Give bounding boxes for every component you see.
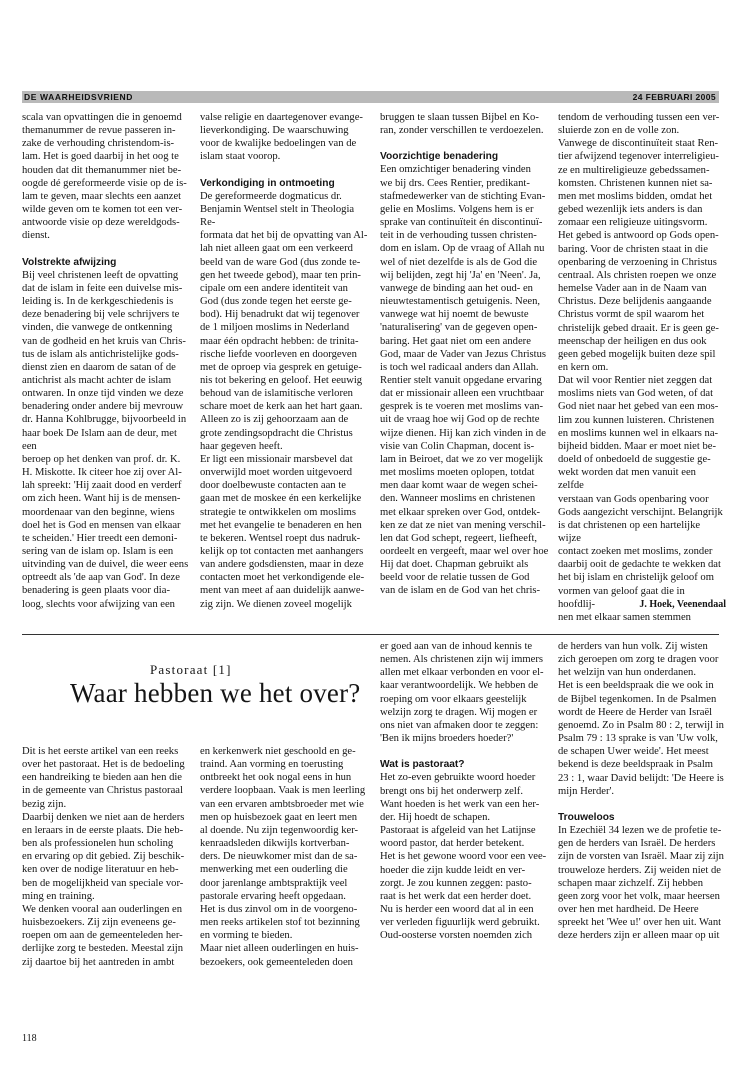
text-line: ming en training. <box>22 890 95 902</box>
text-line: men reeks artikelen stof tot bezinning <box>200 917 360 929</box>
text-line: van de godheid en het kruis van Chris- <box>22 335 186 347</box>
text-line: dom en islam. Op de vraag of Allah nu <box>380 243 545 255</box>
text-line: Psalm 79 : 13 sprake is van 'Uw volk, <box>558 733 718 745</box>
text-line: islam staat voorop. <box>200 151 281 163</box>
text-line: raat is het werk dat een herder doet. <box>380 890 532 902</box>
text-line: contacten moet het verkondigende ele- <box>200 572 365 584</box>
text-line: bekend is deze beeldspraak in Psalm <box>558 759 714 771</box>
text-line: bod). Hij benadrukt dat wij tegenover <box>200 309 360 321</box>
text-line: God niet naar het gebed van een mos- <box>558 401 719 413</box>
text-line: met de oproep via gesprek en getuige- <box>200 361 362 373</box>
text-line: stafmedewerker van de stichting Evan- <box>380 190 546 202</box>
text-line: komsten. Christenen kunnen niet sa- <box>558 177 713 189</box>
text-line: vanwege wat hij noemt de bewuste <box>380 309 529 321</box>
text-line: Christus. Deze belijdenis aangaande <box>558 296 712 308</box>
text-line: nen met elkaar samen stemmen <box>558 611 691 623</box>
text-line: moordenaar van den beginne, wiens <box>22 506 175 518</box>
text-line: zig zijn. We dienen zoveel mogelijk <box>200 598 352 610</box>
text-line: ben de mogelijkheid van speciale vor- <box>22 877 184 889</box>
text-line: scala van opvattingen die in genoemd <box>22 112 182 123</box>
text-line: bezoekers, ook gemeenteleden doen <box>200 956 353 968</box>
text-line: doeld of onbedoeld de suggestie ge- <box>558 454 711 466</box>
text-line: wekt worden dat men vanuit een zelfde <box>558 467 696 492</box>
text-line: moslims niets van God weten, of dat <box>558 388 714 400</box>
text-line: den. Wanneer moslims en christenen <box>380 493 536 505</box>
text-line: Want hoeden is het werk van een her- <box>380 798 540 810</box>
text-line: voor de kwalijke bedoelingen van de <box>200 138 357 150</box>
article-title: Waar hebben we het over? <box>70 678 361 708</box>
text-line: al doende. Nu zijn tegenwoordig ker- <box>200 824 359 836</box>
text-line: Pastoraat is afgeleid van het Latijnse <box>380 825 536 837</box>
text-line: zake de verhouding christendom-is- <box>22 138 175 150</box>
text-line: over hen met hardheid. De Heere <box>558 903 699 915</box>
text-line: doel het is God en mensen van elkaar <box>22 519 181 531</box>
text-line: van andere godsdiensten, maar in deze <box>200 559 364 571</box>
text-line: met elkaar spreken over God, ontdek- <box>380 506 541 518</box>
text-line: spreekt het 'Wee u!' over hen uit. Want <box>558 917 722 929</box>
text-line: lim zou kunnen luisteren. Christenen <box>558 414 715 426</box>
text-line: uit de vraag hoe wij God op de rechte <box>380 414 540 426</box>
text-line: men daar komt waar de wegen schei- <box>380 480 538 492</box>
text-line: dienst zien en daarom de satan of de <box>22 361 176 373</box>
text-line: gebed wezenlijk iets anders is dan <box>558 204 703 216</box>
text-line: deze benadering bij vele schrijvers te <box>22 309 180 321</box>
text-line: dienst. <box>22 230 50 242</box>
text-line: Rentier stelt vanuit opgedane ervaring <box>380 374 542 386</box>
bottom-column-4 <box>558 640 726 942</box>
text-line: nieuwtestamentisch getuigenis. Neen, <box>380 296 541 308</box>
text-line: van de islam en de God van het chris- <box>380 585 541 597</box>
text-line: sering van de islam op. Islam is een <box>22 546 174 557</box>
text-line: themanummer de revue passeren in- <box>22 125 176 137</box>
text-line: we bij drs. Cees Rentier, predikant- <box>380 177 530 189</box>
text-line: lieverkondiging. De waarschuwing <box>200 125 349 137</box>
text-line: rische liefde voorleven en doorgeven <box>200 348 357 360</box>
text-line: er goed aan van de inhoud kennis te <box>380 641 533 652</box>
text-line: pastorale ervaring heeft opgedaan. <box>200 890 346 902</box>
text-line: Dat wil voor Rentier niet zeggen dat <box>558 375 713 387</box>
text-line: oogde dé gereformeerde visie op de is- <box>22 177 187 189</box>
text-line: christelijk gebed draait. Er is geen ge- <box>558 322 719 334</box>
section-heading: Verkondiging in ontmoeting <box>200 177 335 189</box>
text-line: contact zoeken met moslims, zonder <box>558 546 713 558</box>
text-line: sprake van continuïteit én discontinuï- <box>380 217 543 229</box>
text-line: ran, zonder verschillen te verdoezelen. <box>380 125 544 137</box>
text-line: sluierde zon en de volle zon. <box>558 125 680 137</box>
text-line: wel of niet dezelfde is als de God die <box>380 256 538 268</box>
text-line: Bij veel christenen leeft de opvatting <box>22 269 179 281</box>
text-line: leiding is. In de kerkgeschiedenis is <box>22 296 174 308</box>
text-line: is toch wel radicaal anders dan Allah. <box>380 361 539 373</box>
text-line: teit in de verhouding tussen christen- <box>380 230 537 242</box>
text-line: Het gebed is antwoord op Gods open- <box>558 230 719 242</box>
text-line: onverwijld moet worden uitgevoerd <box>200 467 353 479</box>
text-line: en leraars in de eerste plaats. Die heb- <box>22 824 184 836</box>
text-line: van een ervaren ambtsbroeder met wie <box>200 798 364 810</box>
text-line: zijn de vorsten van Israël. Maar zij zijn <box>558 851 724 863</box>
text-line: trouweloze herders. Zij weiden niet de <box>558 864 721 876</box>
text-line: Een omzichtiger benadering vinden <box>380 164 531 176</box>
section-heading: Volstrekte afwijzing <box>22 256 117 268</box>
text-line: is dat christenen op een hartelijke wijze <box>558 519 701 544</box>
text-line: Vanwege de discontinuïteit staat Ren- <box>558 138 719 150</box>
text-line: Maar niet alleen ouderlingen en huis- <box>200 943 359 955</box>
text-line: Daarbij denken we niet aan de herders <box>22 811 185 823</box>
text-line: met het evangelie te benaderen en hen <box>200 519 362 531</box>
text-line: deze herders zijn er alleen maar op uit <box>558 930 720 942</box>
top-column-4 <box>558 111 723 624</box>
paragraph-gap <box>200 164 370 177</box>
text-line: vanwege de binding aan het oud- en <box>380 282 533 294</box>
text-line: Het zo-even gebruikte woord hoeder <box>380 772 536 784</box>
text-line: gen de herders van Israël. De herders <box>558 838 716 850</box>
text-line: dat er missionair alleen een vruchtbaar <box>380 388 544 400</box>
text-line: gaan met de moskee én een kerkelijke <box>200 493 362 505</box>
text-line: verstaan van Gods openbaring voor <box>558 493 709 505</box>
text-line: over het pastoraat. Het is de bedoeling <box>22 759 185 771</box>
text-line: Nu is herder een woord dat al in een <box>380 903 534 915</box>
text-line: de 1 miljoen moslims in Nederland <box>200 322 350 334</box>
text-line: tier afwijzend tegenover interreligieu- <box>558 151 719 163</box>
text-line: visie van Colin Chapman, docent is- <box>380 440 535 452</box>
text-line: zomaar een religieuze uitingsvorm. <box>558 217 708 229</box>
text-line: beeld van de ware God (dus zonde te- <box>200 256 361 268</box>
text-line: en vorming te bieden. <box>200 930 293 942</box>
text-line: roepen om aan de gemeenteleden her- <box>22 930 183 942</box>
text-line: en moslims kunnen wel in elkaars na- <box>558 427 719 439</box>
text-line: tendom de verhouding tussen een ver- <box>558 112 720 123</box>
text-line: tus de islam als antichristelijke gods- <box>22 348 179 360</box>
text-line: Het is het gewone woord voor een vee- <box>380 851 547 863</box>
text-line: woord pastor, dat herder betekent. <box>380 838 525 850</box>
text-line: antwoorde visie op deze wereldgods- <box>22 217 180 229</box>
text-line: grote zendingsopdracht die Christus <box>200 427 353 439</box>
text-line: meenschap der heiligen en dus ook <box>558 335 707 347</box>
text-line: Gods aangezicht verschijnt. Belangrijk <box>558 506 723 518</box>
text-line: cipale om een andere identiteit van <box>200 282 348 294</box>
text-line: in de gemeente van Christus pastoraal <box>22 785 183 797</box>
author-signature: J. Hoek, Veenendaal <box>639 599 726 610</box>
text-line: dat de islam in feite een duivelse mis- <box>22 282 183 294</box>
text-line: benadering is geen plaats voor dia- <box>22 585 170 597</box>
text-line: ment van meet af aan duidelijk aanwe- <box>200 585 365 597</box>
text-line: hemelse Vader aan in de Naam van <box>558 283 707 295</box>
text-line: ken ze dat ze niet van mening verschil- <box>380 519 546 531</box>
text-line: formata dat het bij de opvatting van Al- <box>200 230 368 242</box>
top-column-1 <box>22 111 190 611</box>
text-line: vormen van geloof gaat die in hoofdlij- <box>558 585 685 610</box>
text-line: ver verleden figuurlijk werd gebruikt. <box>380 917 540 929</box>
paragraph-gap <box>22 243 190 256</box>
section-heading: Wat is pastoraat? <box>380 759 465 771</box>
paragraph-gap <box>558 798 726 811</box>
section-heading: Trouweloos <box>558 811 615 823</box>
bottom-column-1 <box>22 745 190 969</box>
text-line: te bekeren. Wentsel roept dus nadruk- <box>200 532 361 544</box>
text-line: bezig zijn. <box>22 798 67 810</box>
text-line: huisbezoekers. Zij zijn eveneens ge- <box>22 917 176 929</box>
text-line: vinden, die vanwege de ontkenning <box>22 322 173 334</box>
text-line: len dat God schept, regeert, liefheeft, <box>380 532 538 544</box>
section-divider <box>22 634 719 635</box>
text-line: haar gegeven heeft. <box>200 440 283 452</box>
text-line: wij belijden, zegt hij 'Ja' en 'Neen'. Ja, <box>380 269 541 281</box>
text-line: lam in Beiroet, dat we zo ver mogelijk <box>380 453 543 465</box>
text-line: lah niet alleen gaat om een verkeerd <box>200 243 353 255</box>
text-line: ons niet van afmaken door te zeggen: <box>380 719 539 731</box>
text-line: zij daartoe bij het aantreden in ambt <box>22 956 175 968</box>
text-line: gen het tweede gebod), maar ten prin- <box>200 269 361 281</box>
text-line: schapen maar zichzelf. Zij hebben <box>558 877 704 889</box>
text-line: de herders van hun volk. Zij wisten <box>558 641 708 652</box>
text-line: door jarenlange ambtspraktijk veel <box>200 877 348 889</box>
text-line: Christus vormt de spil waarom het <box>558 309 705 321</box>
text-line: H. Miskotte. Ik citeer hoe zij over Al- <box>22 467 182 479</box>
text-line: men op huisbezoek gaat en leert men <box>200 811 358 823</box>
text-line: centraal. Als christen roepen we onze <box>558 269 717 281</box>
text-line: Oud-oosterse vorsten noemden zich <box>380 930 533 942</box>
text-line: openbaring de verzoening in Christus <box>558 256 717 268</box>
running-head-date: 24 FEBRUARI 2005 <box>632 92 716 102</box>
text-line: derlijke zorg te besteden. Meestal zijn <box>22 943 184 955</box>
text-line: roeping om voor elkaars geestelijk <box>380 693 527 705</box>
text-line: loog, slechts voor afwijzing van een <box>22 598 175 610</box>
text-line: houden dat dit themanummer niet be- <box>22 164 182 176</box>
text-line: hoeder die zijn kudde leidt en ver- <box>380 864 526 876</box>
article-kicker: Pastoraat [1] <box>150 662 232 677</box>
text-line: oordeelt en vergeeft, maar wel over hoe <box>380 546 549 557</box>
text-line: door doelbewuste contacten aan te <box>200 480 346 492</box>
text-line: baring. Het gaat niet om een andere <box>380 335 531 347</box>
text-line: dr. Hanna Kohlbrugge, bijvoorbeeld in <box>22 414 187 426</box>
text-line: kaar verantwoordelijk. We hebben de <box>380 680 539 692</box>
text-line: daarbij ooit de gedachte te wekken dat <box>558 559 721 571</box>
text-line: God (dus zonde tegen het eerste ge- <box>200 296 352 308</box>
text-line: wijze dienen. Hij kan zich vinden in de <box>380 427 546 439</box>
text-line: God, maar de Vader van Jezus Christus <box>380 348 547 360</box>
section-heading: Voorzichtige benadering <box>380 151 499 163</box>
text-line: schare moet de kerk aan het hart gaan. <box>200 401 363 413</box>
text-line: bijheid bidden. Maar er moet niet be- <box>558 440 716 452</box>
text-line: strategie te ontwikkelen om moslims <box>200 506 356 518</box>
text-line: ze en multireligieuze gebedssamen- <box>558 164 710 176</box>
text-line: genoemd. Zo in Psalm 80 : 2, terwijl in <box>558 719 724 731</box>
text-line: menwerking met een ouderling die <box>200 864 348 876</box>
text-line: zorgt. Je zou kunnen zeggen: pasto- <box>380 877 532 889</box>
text-line: antichrist als macht achter de islam <box>22 374 172 386</box>
text-line: nis tot bekering en geloof. Het eeuwig <box>200 374 363 386</box>
text-line: een handreiking te bieden aan hen die <box>22 772 183 784</box>
text-line: de Bijbel tegenkomen. In de Psalmen <box>558 693 717 705</box>
text-line: 'Ben ik mijns broeders hoeder?' <box>380 733 514 745</box>
text-line: het welzijn van hun onderdanen. <box>558 667 696 679</box>
text-line: met moslims moeten oplopen, totdat <box>380 467 535 479</box>
text-line: behoud van de islamitische verloren <box>200 388 353 400</box>
text-line: Hij dat doet. Chapman gebruikt als <box>380 559 529 571</box>
text-line: en kerkenwerk niet geschoold en ge- <box>200 746 356 757</box>
text-line: men met moslims bidden, omdat het <box>558 190 713 202</box>
text-line: gesprek is te voeren met moslims van- <box>380 401 543 413</box>
text-line: lam. Het is goed daarbij in het oog te <box>22 151 179 163</box>
text-line: optreedt als 'de aap van God'. In deze <box>22 572 180 584</box>
text-line: der. Hij hoedt de schapen. <box>380 811 491 823</box>
text-line: ontbreekt het ook nogal eens in hun <box>200 772 352 784</box>
text-line: beeld voor de relatie tussen de God <box>380 572 530 584</box>
text-line: te scheiden.' Hier treedt een demoni- <box>22 532 178 544</box>
text-line: ders. De nieuwkomer mist dan de sa- <box>200 851 358 863</box>
text-line: allen met elkaar verbonden en voor el- <box>380 667 544 679</box>
bottom-column-2 <box>200 745 370 969</box>
text-line: lah spreekt: 'Hij zaait dood en verderf <box>22 480 182 492</box>
text-line: ken over de nodige literatuur en heb- <box>22 864 179 876</box>
text-line: bruggen te slaan tussen Bijbel en Ko- <box>380 112 539 123</box>
text-line: geen gebed mogelijk buiten deze spil <box>558 348 716 360</box>
text-line: gelie en Moslims. Volgens hem is er <box>380 203 534 215</box>
text-line: wilde geven om te komen tot een ver- <box>22 204 183 216</box>
text-line: brengt ons bij het onderwerp zelf. <box>380 785 523 797</box>
text-line: 'naturalisering' van de gegeven open- <box>380 322 538 334</box>
text-line: Het is dus zinvol om in de voorgeno- <box>200 903 358 915</box>
text-line: en ervaring op dit gebied. Zij beschik- <box>22 851 185 863</box>
text-line: welzijn zorg te dragen. Wij mogen er <box>380 706 538 718</box>
text-line: valse religie en daartegenover evange- <box>200 112 363 123</box>
text-line: maar één opdracht hebben: de trinita- <box>200 335 359 347</box>
top-column-3 <box>380 111 550 598</box>
text-line: lam te geven, maar slechts een aanzet <box>22 190 182 202</box>
text-line: mijn Herder'. <box>558 785 615 797</box>
text-line: en kern om. <box>558 361 609 373</box>
text-line: het bij islam en christelijk geloof om <box>558 572 714 584</box>
running-head-title: DE WAARHEIDSVRIEND <box>24 92 134 102</box>
text-line: ben als professionelen hun scholing <box>22 838 174 850</box>
text-line: 23 : 1, waar David belijdt: 'De Heere is <box>558 772 724 784</box>
text-line: Alleen zo is zij gehoorzaam aan de <box>200 414 349 426</box>
text-line: verdere loopbaan. Vaak is men leerling <box>200 785 366 797</box>
text-line: kelijk op tot contacten met aanhangers <box>200 546 364 557</box>
text-line: Het is een beeldspraak die we ook in <box>558 680 714 692</box>
text-line: De gereformeerde dogmaticus dr. <box>200 190 342 202</box>
text-line: beroep op het denken van prof. dr. K. <box>22 453 181 465</box>
text-line: nemen. Als christenen zijn wij immers <box>380 654 543 666</box>
paragraph-gap <box>380 137 550 150</box>
text-line: In Ezechiël 34 lezen we de profetie te- <box>558 825 722 837</box>
text-line: benadering onder andere bij mevrouw <box>22 401 184 413</box>
text-line: haar boek De Islam aan de deur, met een <box>22 427 177 452</box>
text-line: traind. Aan vorming en toerusting <box>200 759 344 771</box>
text-line: kenraadsleden dikwijls kortverban- <box>200 838 350 850</box>
text-line: Er ligt een missionair marsbevel dat <box>200 453 353 465</box>
top-column-2 <box>200 111 370 611</box>
text-line: We denken vooral aan ouderlingen en <box>22 903 183 915</box>
text-line: Dit is het eerste artikel van een reeks <box>22 746 179 757</box>
text-line: uitvinding van de duivel, die weer eens <box>22 559 189 571</box>
bottom-column-3 <box>380 640 550 942</box>
text-line: geen zorg voor het volk, maar heersen <box>558 890 720 902</box>
text-line: om zich heen. Want hij is de mensen- <box>22 493 181 505</box>
text-line: wordt de Heere de Herder van Israël <box>558 706 713 718</box>
paragraph-gap <box>380 745 550 758</box>
text-line: de schapen Uwer weide'. Het meest <box>558 746 709 758</box>
text-line: baring. Voor de christen staat in die <box>558 243 708 255</box>
text-line: zich geroepen om zorg te dragen voor <box>558 654 719 666</box>
text-line: Benjamin Wentsel stelt in Theologia Re- <box>200 203 355 229</box>
page-number: 118 <box>22 1033 37 1044</box>
text-line: ontwaren. In onze tijd vinden we deze <box>22 388 184 400</box>
